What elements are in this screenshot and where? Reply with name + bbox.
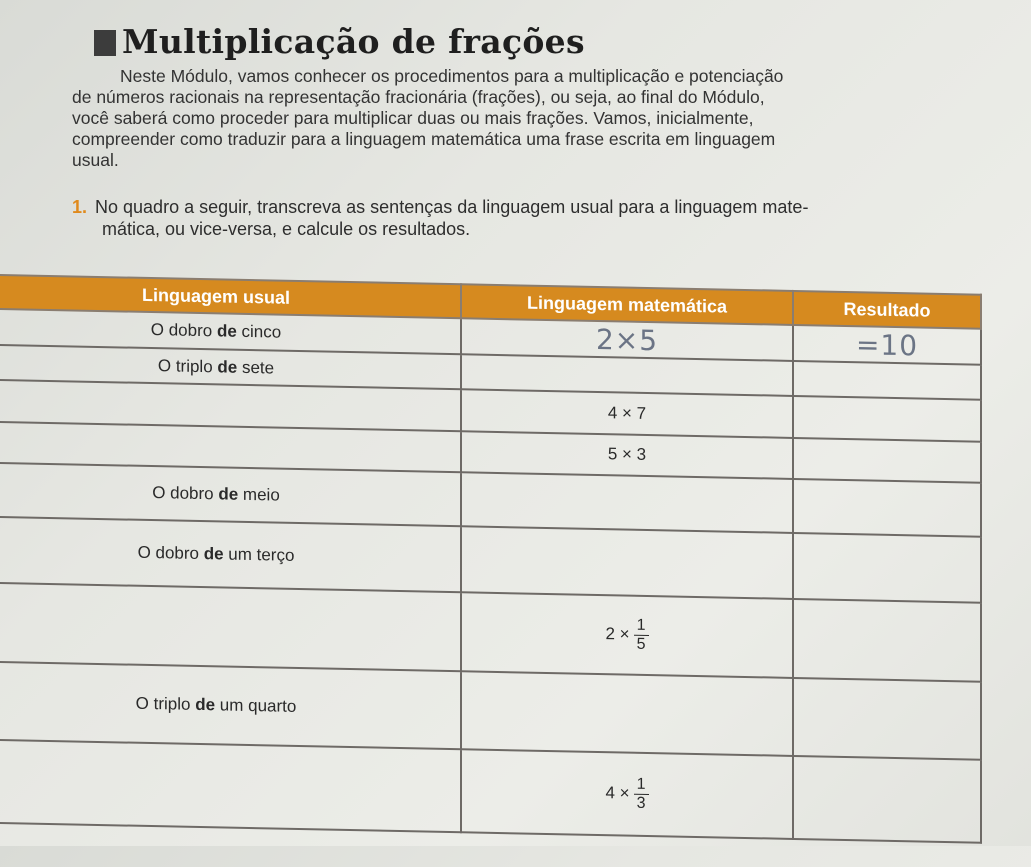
result-cell[interactable] [793,533,981,603]
exercise-statement [72,196,952,240]
usual-keyword: de [203,544,224,564]
result-cell[interactable] [793,396,981,441]
usual-cell[interactable] [0,582,461,670]
intro-paragraph [72,66,932,171]
result-cell[interactable] [793,678,981,760]
usual-keyword: de [217,357,238,377]
math-expression: 4 × [605,783,630,803]
usual-keyword: de [218,484,239,504]
fraction-numerator: 1 [634,776,649,795]
usual-keyword: de [195,694,216,715]
math-expression: 4 × 7 [607,403,647,423]
exercise-line [72,196,952,218]
header-linguagem-matematica: Linguagem matemática [461,284,793,325]
usual-text: um terço [223,544,295,565]
math-expression: 5 × 3 [607,444,647,465]
fraction-numerator: 1 [634,617,649,636]
header-resultado: Resultado [793,291,981,329]
math-cell[interactable] [461,390,793,438]
usual-cell[interactable] [0,462,461,526]
usual-cell[interactable] [0,661,461,749]
exercise-line: mática, ou vice-versa, e calcule os resultados. [102,219,471,239]
usual-text: sete [237,357,275,378]
page-title [94,22,585,61]
usual-cell[interactable] [0,740,461,833]
intro-line: Neste Módulo, vamos conhecer os procedimentos para a multiplicação e potenciação [120,66,784,86]
handwritten-result: =10 [855,327,919,363]
fraction-denominator: 3 [636,794,646,813]
result-cell[interactable] [793,438,981,483]
result-cell[interactable] [793,756,981,843]
page-title-text: Multiplicação de frações [122,22,585,61]
usual-text: O triplo [135,693,196,714]
math-cell[interactable] [461,472,793,532]
usual-text: meio [238,484,280,505]
fraction [634,776,649,813]
exercise-text: No quadro a seguir, transcreva as sentenças da linguagem usual para a linguagem mate- [95,197,809,217]
fraction-denominator: 5 [636,635,646,653]
exercise-table [0,273,982,843]
usual-text: O dobro [150,320,217,341]
result-cell[interactable] [793,479,981,537]
exercise-number: 1. [72,197,88,217]
usual-cell[interactable] [0,516,461,592]
result-cell[interactable] [793,361,981,400]
usual-text: O triplo [157,355,218,377]
usual-text: um quarto [215,695,297,716]
math-cell[interactable] [461,526,793,599]
usual-text: cinco [236,321,282,342]
intro-line: você saberá como proceder para multiplicar duas ou mais frações. Vamos, inicialmente, [72,108,754,128]
handwritten-answer: 2×5 [595,322,659,357]
intro-line: usual. [72,150,119,170]
title-marker-icon [94,30,116,56]
usual-text: O dobro [137,542,204,564]
math-cell[interactable] [461,592,793,677]
math-expression: 2 × [605,623,630,644]
math-cell[interactable] [461,671,793,756]
math-cell[interactable] [461,749,793,838]
fraction [634,617,649,654]
exercise-table-wrapper [0,268,1031,867]
usual-keyword: de [216,321,237,341]
math-cell[interactable] [461,431,793,479]
usual-text: O dobro [152,482,219,504]
header-linguagem-usual: Linguagem usual [0,274,461,318]
intro-line: de números racionais na representação fracionária (frações), ou seja, ao final do Módulo, [72,87,765,107]
result-cell[interactable] [793,599,981,681]
result-cell[interactable] [793,325,981,365]
intro-line: compreender como traduzir para a linguagem matemática uma frase escrita em linguagem [72,129,776,149]
